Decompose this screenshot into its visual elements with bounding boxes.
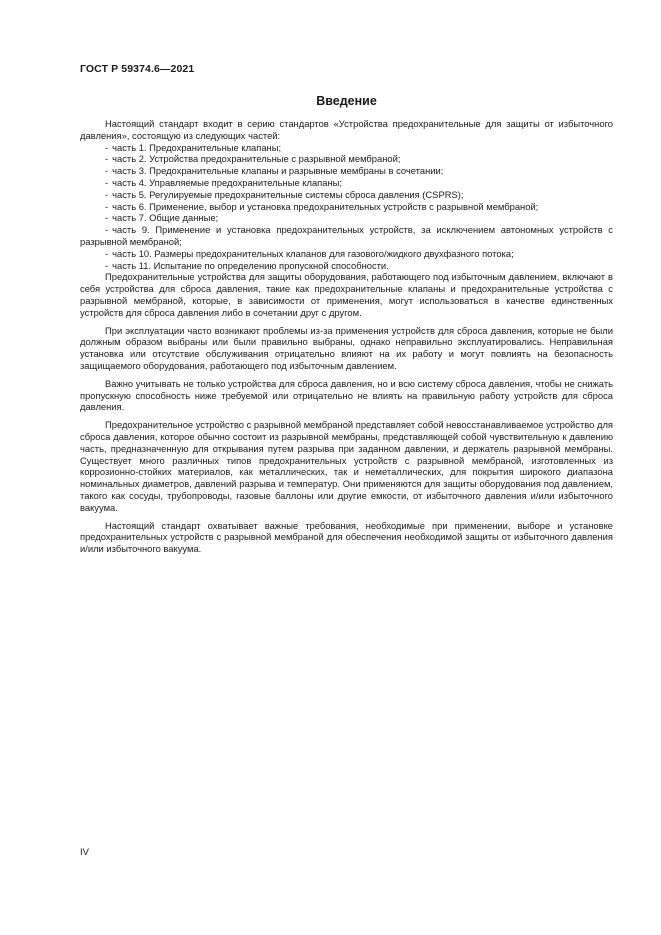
page-number: IV — [80, 847, 89, 858]
document-body — [80, 93, 613, 555]
list-item-text: часть 5. Регулируемые предохранительные системы сброса давления (CSPRS); — [112, 188, 464, 200]
list-dash: - — [105, 259, 109, 271]
list-item — [80, 260, 613, 272]
list-dash: - — [105, 141, 109, 153]
list-item-text: часть 1. Предохранительные клапаны; — [112, 141, 282, 153]
parts-list — [80, 142, 613, 272]
body-paragraph: Важно учитывать не только устройства для сброса давления, но и всю систему сброса давления, чтобы не снижать пропускную способность ниже требуемой или отрицательно не влиять на правильную работу устройств для сброса давления. — [80, 377, 613, 413]
list-dash: - — [105, 176, 109, 188]
list-dash: - — [105, 224, 109, 236]
body-paragraph: Настоящий стандарт охватывает важные требования, необходимые при применении, выборе и установке предохранительных устройств с разрывной мембраной для обеспечения необходимой защиты от избыточного давления и/или избыточного вакуума. — [80, 519, 613, 555]
list-item — [80, 165, 613, 177]
list-item — [80, 177, 613, 189]
list-dash: - — [105, 247, 109, 259]
standard-code-header: ГОСТ Р 59374.6—2021 — [80, 63, 195, 75]
list-dash: - — [105, 165, 109, 177]
list-item-text: часть 6. Применение, выбор и установка предохранительных устройств с разрывной мембраной; — [112, 200, 539, 212]
list-dash: - — [105, 188, 109, 200]
body-paragraph: При эксплуатации часто возникают проблемы из-за применения устройств для сброса давления, которые не были должным образом выбраны или были правильно выбраны, однако неправильно эксплуатировались. Неправильная установка или отсутствие обслуживания отрицательно влияют на их работу и могут повлиять на безопасность защищаемого оборудования, работающего под избыточным давлением. — [80, 324, 613, 371]
list-dash: - — [105, 200, 109, 212]
body-paragraph: Предохранительные устройства для защиты оборудования, работающего под избыточным давлением, включают в себя устройства для сброса давления, такие как предохранительные клапаны и предохранительные устройства с разрывной мембраной, которые, в зависимости от применения, могут использоваться в качестве единственных устройств для сброса давления либо в сочетании друг с другом. — [80, 271, 613, 318]
list-item — [80, 201, 613, 213]
list-dash: - — [105, 212, 109, 224]
body-paragraph: Предохранительное устройство с разрывной мембраной представляет собой невосстанавливаемое устройство для сброса давления, которое обычно состоит из разрывной мембраны, представляющей собой чувствительную к давлению часть, предназначенную для открывания путем разрыва при заданном давлении, и держатель разрывной мембраны. Существует много различных типов предохранительных устройств с разрывной мембраной, изготовленных из коррозионно-стойких материалов, как металлических, так и неметаллических, для покрытия широкого диапазона номинальных диаметров, давлений разрыва и температур. Они применяются для защиты оборудования под давлением, такого как сосуды, трубопроводы, газовые баллоны или другие емкости, от избыточного давления и/или избыточного вакуума. — [80, 419, 613, 513]
list-item-text: часть 3. Предохранительные клапаны и разрывные мембраны в сочетании; — [112, 165, 444, 177]
list-item-text: часть 11. Испытание по определению пропускной способности. — [112, 259, 389, 271]
list-item — [80, 248, 613, 260]
list-item — [80, 142, 613, 154]
list-item-text: часть 7. Общие данные; — [112, 212, 219, 224]
section-title: Введение — [316, 94, 377, 108]
list-item — [80, 224, 613, 248]
list-item — [80, 189, 613, 201]
list-item-text: часть 2. Устройства предохранительные с разрывной мембраной; — [112, 153, 401, 165]
list-item-text: часть 10. Размеры предохранительных клапанов для газового/жидкого двухфазного потока; — [112, 247, 514, 259]
list-item — [80, 153, 613, 165]
list-item-text: часть 4. Управляемые предохранительные клапаны; — [112, 176, 342, 188]
list-item — [80, 212, 613, 224]
list-dash: - — [105, 153, 109, 165]
intro-paragraph: Настоящий стандарт входит в серию стандартов «Устройства предохранительные для защиты от избыточного давления», состоящую из следующих частей: — [80, 118, 613, 141]
list-item-text: часть 9. Применение и установка предохранительных устройств, за исключением автономных устройств с разрывной мембраной; — [80, 224, 613, 247]
